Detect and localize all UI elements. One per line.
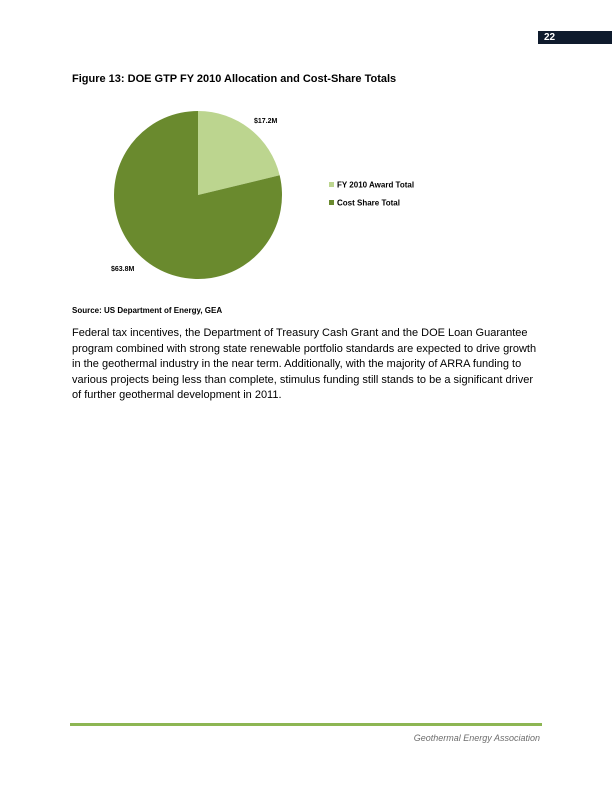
legend-swatch [329,182,334,187]
body-paragraph: Federal tax incentives, the Department of Treasury Cash Grant and the DOE Loan Guarantee program combined with strong state renewable portfolio standards are expected to drive growth in the geothermal industry in the near term. Additionally, with the majority of ARRA funding to various projects being less than complete, stimulus funding still stands to be a significant driver of further geothermal development in 2011. [72,327,537,402]
legend-swatch [329,200,334,205]
chart-legend [329,181,414,208]
pie-slices [114,111,282,279]
pie-chart [0,0,612,320]
footer-divider [70,723,542,726]
slice-data-label: $17.2M [254,118,278,125]
legend-label: FY 2010 Award Total [337,180,415,190]
legend-label: Cost Share Total [337,198,400,208]
figure-title: Figure 13: DOE GTP FY 2010 Allocation and Cost-Share Totals [72,73,397,85]
slice-data-label: $63.8M [111,266,135,273]
figure-source: Source: US Department of Energy, GEA [72,306,223,315]
page-number: 22 [538,31,612,44]
footer-organization: Geothermal Energy Association [413,733,540,743]
